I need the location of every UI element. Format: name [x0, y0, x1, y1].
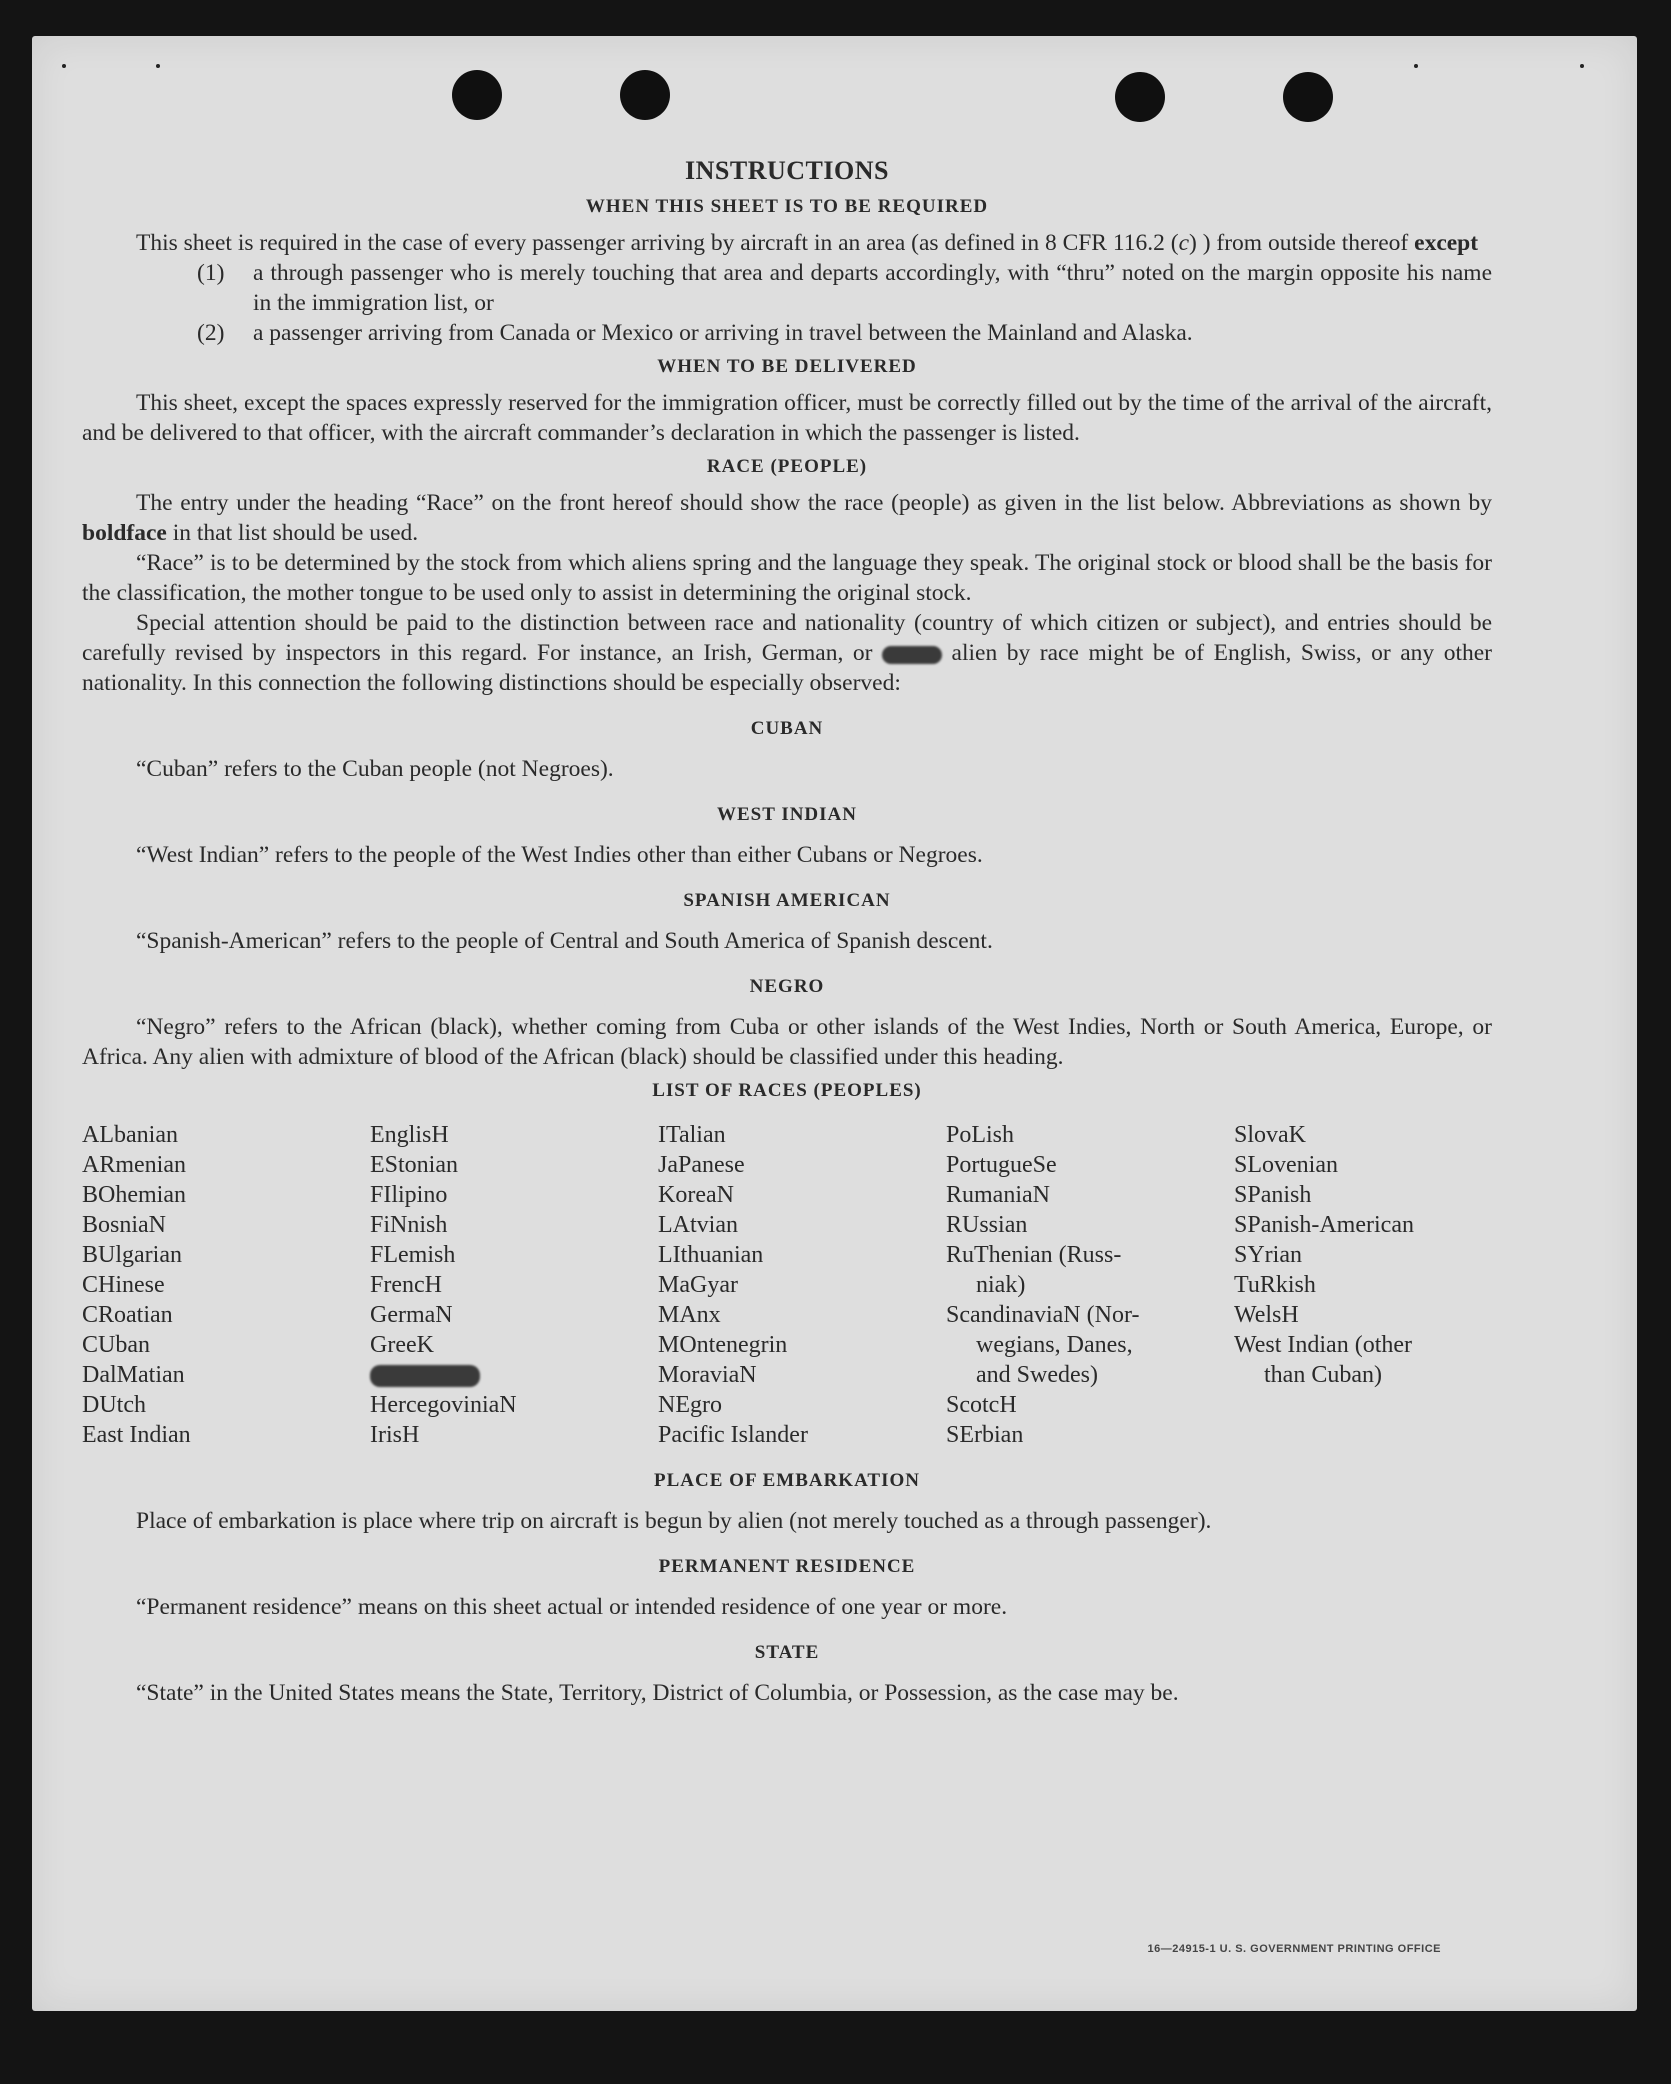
race-entry: SLovenian [1234, 1152, 1338, 1178]
heading-state: STATE [754, 1642, 820, 1663]
race-entry: MAnx [658, 1302, 721, 1328]
race-entry: SPanish [1234, 1182, 1312, 1208]
race-entry: FIlipino [370, 1182, 448, 1208]
paragraph-race-1: The entry under the heading “Race” on the front hereof should show the race (people) as given in the list below. Abbreviations as shown by boldface in that list should be used. [82, 490, 1492, 546]
race-entry: BosniaN [82, 1212, 166, 1238]
paragraph-west-indian: “West Indian” refers to the people of the West Indies other than either Cubans or Negroes. [136, 842, 983, 868]
redaction-mark [882, 646, 942, 664]
race-entry: IrisH [370, 1422, 420, 1448]
paragraph-place-of-embarkation: Place of embarkation is place where trip on aircraft is begun by alien (not merely touched as a through passenger). [136, 1508, 1212, 1534]
race-entry: MoraviaN [658, 1362, 757, 1388]
heading-race: RACE (PEOPLE) [706, 456, 868, 477]
race-entry: DUtch [82, 1392, 146, 1418]
heading-west-indian: WEST INDIAN [717, 804, 857, 825]
exception-item: (1) a through passenger who is merely touching that area and departs accordingly, with “thru” noted on the margin opposite his name in the immigration list, or [197, 260, 1492, 316]
race-entry: FrencH [370, 1272, 442, 1298]
speck [1414, 64, 1418, 68]
race-entry: WelsH [1234, 1302, 1299, 1328]
heading-list-of-races: LIST OF RACES (PEOPLES) [652, 1080, 922, 1101]
race-entry: FiNnish [370, 1212, 448, 1238]
instructions-body [82, 156, 1492, 1708]
paragraph-when-delivered: This sheet, except the spaces expressly reserved for the immigration officer, must be correctly filled out by the time of the arrival of the aircraft, and be delivered to that officer, with the aircraft commander’s declaration in which the passenger is listed. [82, 390, 1492, 446]
paragraph-spanish-american: “Spanish-American” refers to the people of Central and South America of Spanish descent. [136, 928, 993, 954]
race-entry: PoLish [946, 1122, 1015, 1148]
paragraph-when-required: This sheet is required in the case of every passenger arriving by aircraft in an area (as defined in 8 CFR 116.2 (c) ) from outside thereof except [136, 230, 1479, 256]
race-entry: BUlgarian [82, 1242, 182, 1268]
page-title: INSTRUCTIONS [685, 156, 889, 185]
race-entry: SPanish-American [1234, 1212, 1414, 1238]
race-entry: EnglisH [370, 1122, 449, 1148]
paragraph-race-2: “Race” is to be determined by the stock from which aliens spring and the language they speak. The original stock or blood shall be the basis for the classification, the mother tongue to be used only to assist in determining the original stock. [82, 550, 1492, 606]
race-entry: LAtvian [658, 1212, 738, 1238]
race-entry: ALbanian [82, 1122, 178, 1148]
race-column [370, 1120, 658, 1450]
paragraph-race-3: Special attention should be paid to the distinction between race and nationality (country of which citizen or subject), and entries should be carefully revised by inspectors in this regard. For instance, an Irish, German, or alien by race might be of English, Swiss, or any other nationality. In this connection the following distinctions should be especially observed: [82, 610, 1492, 696]
race-entry-continued: niak) [976, 1272, 1026, 1298]
speck [1580, 64, 1584, 68]
race-entry-redacted [370, 1360, 658, 1390]
race-entry: DalMatian [82, 1362, 185, 1388]
race-column [82, 1120, 370, 1450]
heading-place-of-embarkation: PLACE OF EMBARKATION [654, 1470, 920, 1491]
race-entry: ARmenian [82, 1152, 186, 1178]
document-sheet [32, 36, 1637, 2011]
race-entry: KoreaN [658, 1182, 734, 1208]
paragraph-state: “State” in the United States means the State, Territory, District of Columbia, or Possession, as the case may be. [136, 1680, 1179, 1706]
race-entry: ScotcH [946, 1392, 1017, 1418]
race-column [1234, 1120, 1494, 1450]
heading-when-delivered: WHEN TO BE DELIVERED [657, 356, 917, 377]
paragraph-negro: “Negro” refers to the African (black), whether coming from Cuba or other islands of the West Indies, North or South America, Europe, or Africa. Any alien with admixture of blood of the African (black) should be classified under this heading. [82, 1014, 1492, 1070]
exception-item: (2) a passenger arriving from Canada or Mexico or arriving in travel between the Mainland and Alaska. [197, 320, 1193, 346]
printer-imprint: 16—24915-1 U. S. GOVERNMENT PRINTING OFFICE [1147, 1943, 1441, 1955]
race-entry: CUban [82, 1332, 150, 1358]
race-entry: SYrian [1234, 1242, 1302, 1268]
redaction-mark [370, 1365, 480, 1387]
race-column [946, 1120, 1234, 1450]
heading-permanent-residence: PERMANENT RESIDENCE [658, 1556, 916, 1577]
race-entry: RumaniaN [946, 1182, 1050, 1208]
race-entry: MaGyar [658, 1272, 738, 1298]
race-column [658, 1120, 946, 1450]
race-entry: NEgro [658, 1392, 722, 1418]
race-entry: MOntenegrin [658, 1332, 788, 1358]
race-list [82, 1120, 1492, 1450]
race-entry-continued: wegians, Danes, [976, 1332, 1133, 1358]
race-entry: Pacific Islander [658, 1422, 808, 1448]
race-entry: GreeK [370, 1332, 434, 1358]
race-entry: BOhemian [82, 1182, 186, 1208]
race-entry-continued: and Swedes) [976, 1362, 1098, 1388]
heading-when-required: WHEN THIS SHEET IS TO BE REQUIRED [585, 196, 989, 217]
race-entry-continued: than Cuban) [1264, 1362, 1382, 1388]
punch-hole [1115, 72, 1165, 122]
heading-spanish-american: SPANISH AMERICAN [683, 890, 891, 911]
race-entry: GermaN [370, 1302, 453, 1328]
punch-hole [620, 70, 670, 120]
race-entry: TuRkish [1234, 1272, 1316, 1298]
race-entry: CRoatian [82, 1302, 173, 1328]
paragraph-permanent-residence: “Permanent residence” means on this sheet actual or intended residence of one year or more. [136, 1594, 1008, 1620]
race-entry: ITalian [658, 1122, 726, 1148]
race-entry: JaPanese [658, 1152, 745, 1178]
heading-negro: NEGRO [749, 976, 825, 997]
race-entry: FLemish [370, 1242, 456, 1268]
race-entry: ScandinaviaN (Nor- [946, 1302, 1140, 1328]
race-entry: East Indian [82, 1422, 191, 1448]
race-entry: PortugueSe [946, 1152, 1057, 1178]
paragraph-cuban: “Cuban” refers to the Cuban people (not Negroes). [136, 756, 614, 782]
race-entry: RuThenian (Russ- [946, 1242, 1122, 1268]
punch-hole [1283, 72, 1333, 122]
race-entry: SErbian [946, 1422, 1024, 1448]
race-entry: SlovaK [1234, 1122, 1306, 1148]
punch-hole [452, 70, 502, 120]
speck [62, 64, 66, 68]
heading-cuban: CUBAN [750, 718, 824, 739]
race-entry: CHinese [82, 1272, 165, 1298]
speck [156, 64, 160, 68]
race-entry: EStonian [370, 1152, 458, 1178]
race-entry: LIthuanian [658, 1242, 764, 1268]
race-entry: RUssian [946, 1212, 1028, 1238]
race-entry: West Indian (other [1234, 1332, 1413, 1358]
race-entry: HercegoviniaN [370, 1392, 517, 1418]
